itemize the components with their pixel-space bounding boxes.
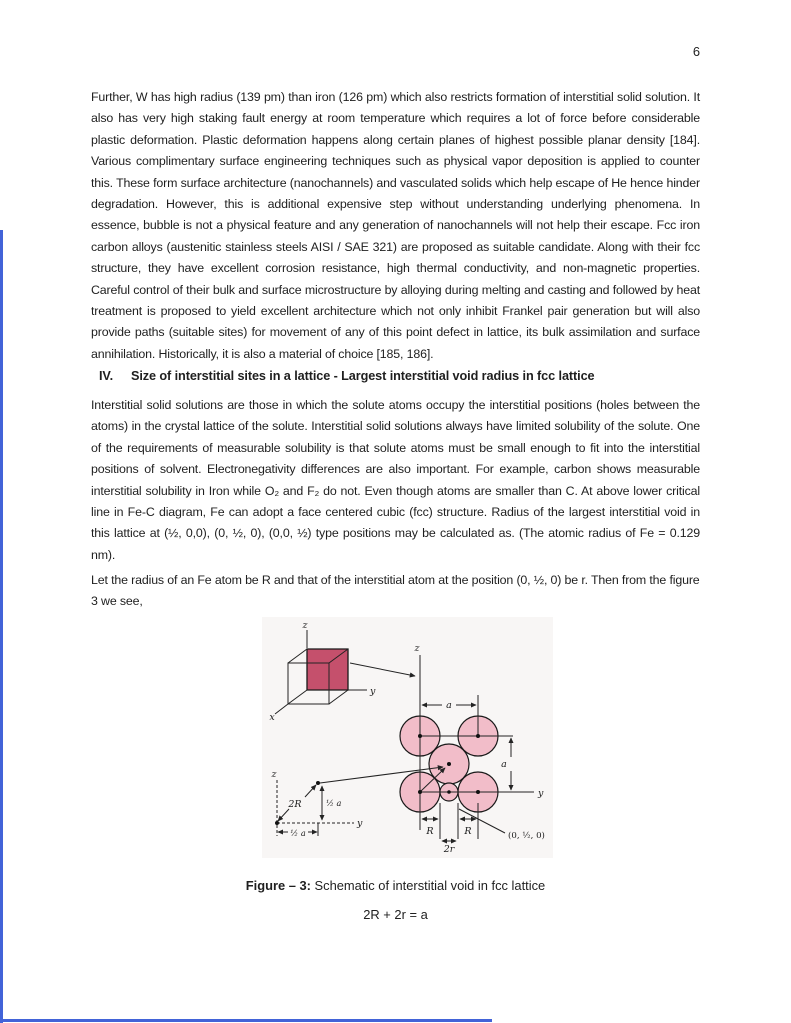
cube-z-axis-label: z [302,620,308,631]
figure-caption-text: Schematic of interstitial void in fcc lattice [314,878,546,893]
half-a-vertical-label: ½ a [326,798,342,808]
cube-x-axis-label: x [269,712,275,723]
radius-R-left-label: R [426,826,434,837]
inset-y-axis-label: y [357,818,363,829]
lattice-param-a-top: a [446,700,452,711]
unit-cell-cube [275,630,367,714]
section-numeral: IV. [99,369,114,383]
body-paragraph-2: Interstitial solid solutions are those in which the solute atoms occupy the interstitial positions (holes between the atoms) in the crystal lattice of the solute. Interstitial solid solutions always have limited solubility of the solute. One of the requirements of measurable solubility is that solute atoms must be small enough to fit into the interstitial positions of solvent. Electronegativity differences are also important. For example, carbon shows measurable interstitial solubility in Iron while O₂ and F₂ do not. Even though atoms are smaller than C. At above lower critical line in Fe-C diagram, Fe can adopt a face centered cubic (fcc) structure. Radius of the largest interstitial void in this lattice at (½, 0,0), (0, ½, 0), (0,0, ½) type positions may be calculated as. (The atomic radius of Fe = 0.129 nm). [91,398,700,562]
body-paragraph-1: Further, W has high radius (139 pm) than iron (126 pm) which also restricts formation of interstitial solid solution. It also has very high staking fault energy at room temperature which requires a lot of force before considerable plastic deformation. Plastic deformation happens along certain planes of highest possible planar density [184]. Various complimentary surface engineering techniques such as physical vapor deposition is applied to counter this. These form surface architecture (nanochannels) and vasculated solids which help escape of He hence hinder degradation. However, this is additional expensive step without understanding underlying phenomena. In essence, bubble is not a physical feature and any generation of nanochannels will not help their escape. Fcc iron carbon alloys (austenitic stainless steels AISI / SAE 321) are proposed as suitable candidate. Along with their fcc structure, they have excellent corrosion resistance, high thermal conductivity, and non-magnetic properties. Careful control of their bulk and surface microstructure by alloying during melting and casting and followed by heat treatment is proposed to yield excellent architecture which not only inhibit Frankel pair generation but will also provide paths (suitable sites) for movement of any of this point defect in lattice, its bulk assimilation and surface annihilation. Historically, it is also a material of choice [185, 186]. [91,90,700,361]
figure-caption-label: Figure – 3: [245,878,311,893]
equation-2R-2r-a: 2R + 2r = a [363,907,428,922]
inset-z-axis-label: z [271,769,277,780]
void-diameter-2r-label: 2r [443,844,455,855]
plane-z-axis-label: z [414,643,420,654]
section-title: Size of interstitial sites in a lattice - Largest interstitial void radius in fcc lattice [131,369,595,383]
diagonal-2R-label: 2R [288,799,302,810]
left-margin-annotation-line [0,230,3,1023]
fcc-interstitial-void-diagram [262,617,553,858]
figure-caption [91,878,700,893]
plane-y-axis-label: y [538,788,544,799]
cube-y-axis-label: y [370,686,376,697]
plane-pointer-arrow [350,663,415,676]
void-coordinate-label: (0, ½, 0) [508,831,545,841]
body-paragraph-3: Let the radius of an Fe atom be R and that of the interstitial atom at the position (0, ½, 0) be r. Then from the figure 3 we see, [91,573,700,609]
page-number: 6 [692,44,700,59]
half-a-horizontal-label: ½ a [290,828,306,838]
radius-R-right-label: R [464,826,472,837]
bottom-margin-annotation-line [0,1019,492,1022]
section-heading [91,369,700,383]
figure-3-image [262,617,553,858]
lattice-param-a-right: a [501,759,507,770]
